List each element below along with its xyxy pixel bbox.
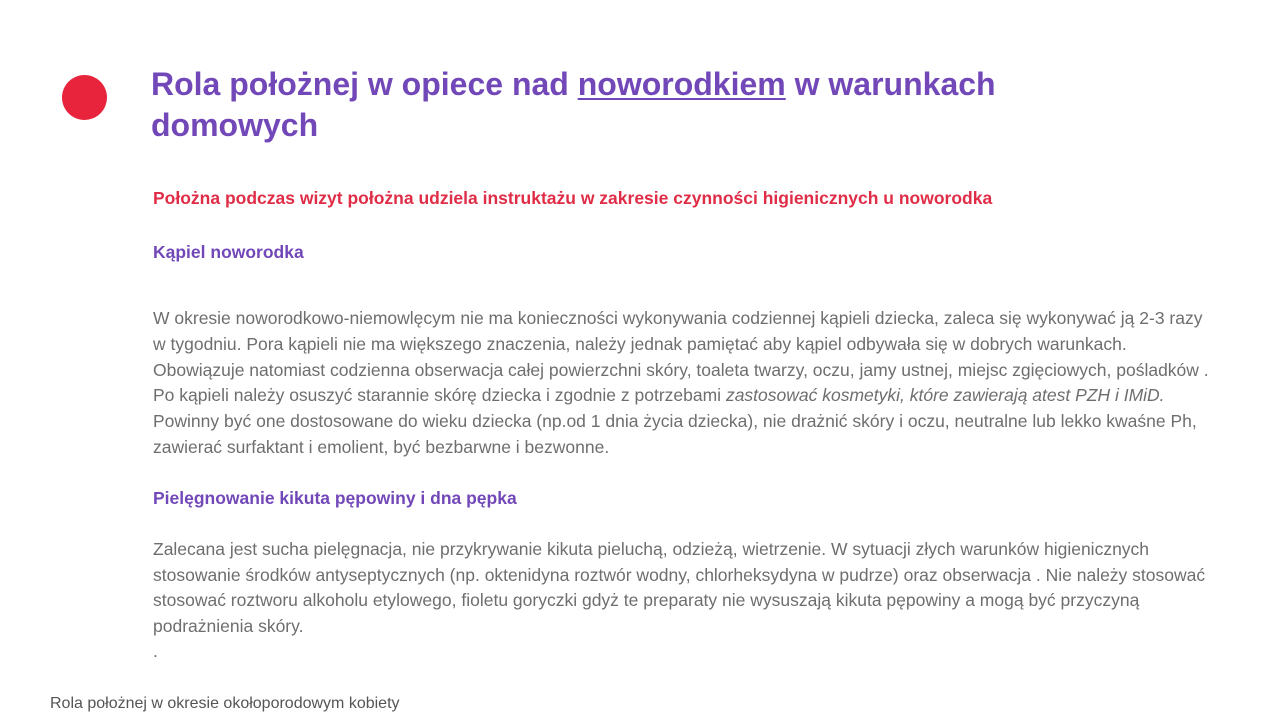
slide-footer: Rola położnej w okresie okołoporodowym kobiety bbox=[50, 695, 400, 712]
section-heading-bath: Kąpiel noworodka bbox=[153, 242, 304, 262]
title-part-1: Rola położnej w opiece nad bbox=[151, 66, 578, 102]
slide-title bbox=[151, 64, 1151, 146]
decorative-red-dot bbox=[62, 75, 107, 120]
section-body-bath bbox=[153, 306, 1213, 461]
slide-content bbox=[153, 186, 1213, 662]
trailing-dot: . bbox=[153, 640, 158, 661]
title-part-2: w warunkach domowych bbox=[151, 66, 996, 143]
intro-text: Położna podczas wizyt położna udziela instruktażu w zakresie czynności higienicznych u noworodka bbox=[153, 188, 993, 208]
section-body-umbilical: Zalecana jest sucha pielęgnacja, nie przykrywanie kikuta pieluchą, odzieżą, wietrzenie. W sytuacji złych warunków higienicznych stosowanie środków antyseptycznych (np. oktenidyna roztwór wodny, chlorheksydyna w pudrze) oraz obserwacja . Nie należy stosować stosować roztworu alkoholu etylowego, fioletu goryczki gdyż te preparaty nie wysuszają kikuta pępowiny a mogą być przyczyną podrażnienia skóry. bbox=[153, 538, 1206, 637]
bath-text-italic: zastosować kosmetyki, które zawierają atest PZH i IMiD. bbox=[725, 385, 1165, 406]
section-heading-umbilical: Pielęgnowanie kikuta pępowiny i dna pępka bbox=[153, 487, 517, 508]
bath-text-before-italic: W okresie noworodkowo-niemowlęcym nie ma konieczności wykonywania codziennej kąpieli dziecka, zaleca się wykonywać ją 2-3 razy w tygodniu. Pora kąpieli nie ma większego znaczenia, należy jednak pamiętać aby kąpiel odbywała się w dobrych warunkach. Obowiązuje natomiast codzienna obserwacja całej powierzchni skóry, toaleta twarzy, oczu, jamy ustnej, miejsc zgięciowych, pośladków . Po kąpieli należy osuszyć starannie skórę dziecka i zgodnie z potrzebami bbox=[153, 308, 1209, 406]
bath-text-after-italic: Powinny być one dostosowane do wieku dziecka (np.od 1 dnia życia dziecka), nie drażnić skóry i oczu, neutralne lub lekko kwaśne Ph, zawierać surfaktant i emolient, być bezbarwne i bezwonne. bbox=[153, 411, 1197, 457]
title-underlined-word: noworodkiem bbox=[577, 66, 786, 102]
